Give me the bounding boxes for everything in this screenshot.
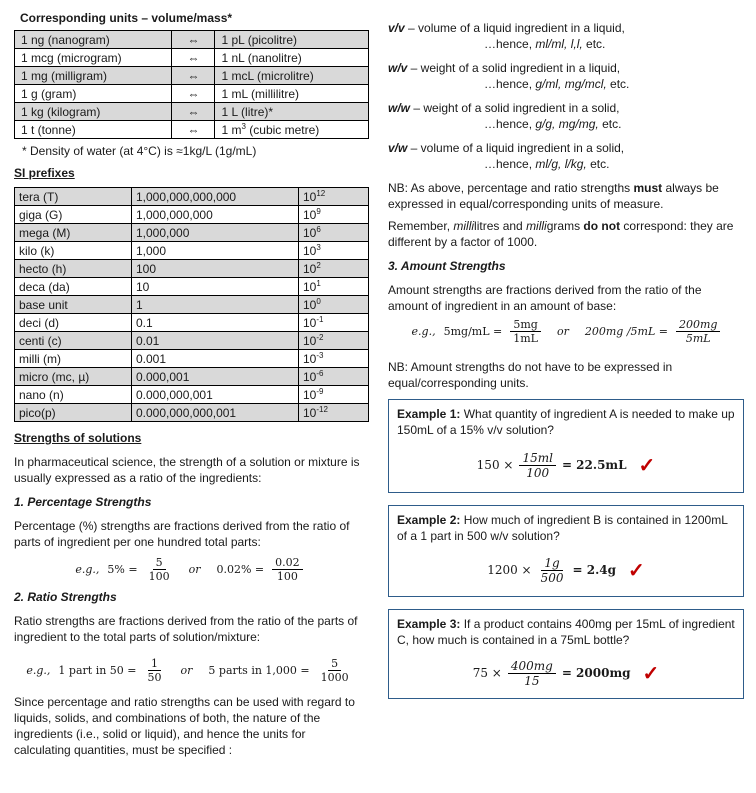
table-row bbox=[15, 224, 369, 242]
si-value-cell: 0.001 bbox=[132, 350, 299, 368]
table-row bbox=[15, 278, 369, 296]
si-power-cell: $10^{-2}$ bbox=[299, 332, 369, 350]
si-title: SI prefixes bbox=[14, 166, 75, 180]
units-table bbox=[14, 30, 369, 139]
si-prefix-cell: pico(p) bbox=[15, 404, 132, 422]
table-row bbox=[15, 386, 369, 404]
si-prefix-cell: nano (n) bbox=[15, 386, 132, 404]
si-prefix-cell: tera (T) bbox=[15, 188, 132, 206]
amount-formula: e.g., 5mg/mL = $\frac{5mg}{1mL}$ or 200mg /5mL = $\frac{200mg}{5mL}$ bbox=[388, 318, 744, 345]
units-title: Corresponding units – volume/mass* bbox=[20, 11, 233, 25]
si-value-cell: 0.000,001 bbox=[132, 368, 299, 386]
cell: 1 L (litre)* bbox=[215, 103, 369, 121]
cell: ⇔ bbox=[172, 85, 215, 103]
si-prefix-cell: deci (d) bbox=[15, 314, 132, 332]
si-power-cell: $10^0$ bbox=[299, 296, 369, 314]
si-prefix-cell: kilo (k) bbox=[15, 242, 132, 260]
si-prefix-cell: centi (c) bbox=[15, 332, 132, 350]
table-row bbox=[15, 103, 369, 121]
si-power-cell: $10^{-12}$ bbox=[299, 404, 369, 422]
si-value-cell: 0.000,000,001 bbox=[132, 386, 299, 404]
table-row bbox=[15, 188, 369, 206]
table-row bbox=[15, 350, 369, 368]
definition-wv: w/v – weight of a solid ingredient in a liquid, …hence, g/ml, mg/mcl, etc. bbox=[388, 61, 630, 91]
cell: ⇔ bbox=[172, 121, 215, 139]
left-column bbox=[14, 10, 364, 758]
table-row bbox=[15, 67, 369, 85]
si-prefix-table bbox=[14, 187, 369, 422]
amount-title: 3. Amount Strengths bbox=[388, 259, 506, 273]
table-row bbox=[15, 49, 369, 67]
si-power-cell: $10^{-1}$ bbox=[299, 314, 369, 332]
si-value-cell: 1,000 bbox=[132, 242, 299, 260]
example-2: Example 2: How much of ingredient B is contained in 1200mL of a 1 part in 500 w/v solution? 1200 × $\frac{1g}{500}$ = 2.4g ✓ bbox=[388, 505, 744, 597]
si-power-cell: $10^3$ bbox=[299, 242, 369, 260]
si-value-cell: 100 bbox=[132, 260, 299, 278]
cell: 1 pL (picolitre) bbox=[215, 31, 369, 49]
example-3: Example 3: If a product contains 400mg per 15mL of ingredient C, how much is contained in a 75mL bottle? 75 × $\frac{400mg}{15}$ = 2000mg ✓ bbox=[388, 609, 744, 699]
cell: ⇔ bbox=[172, 103, 215, 121]
checkmark-icon: ✓ bbox=[628, 558, 645, 582]
amount-text: Amount strengths are fractions derived from the ratio of the amount of ingredient in an amount of base: bbox=[388, 283, 702, 313]
si-value-cell: 1,000,000,000 bbox=[132, 206, 299, 224]
ratio-text: Ratio strengths are fractions derived from the ratio of the parts of ingredient to the total parts of solution/mixture: bbox=[14, 614, 358, 644]
si-power-cell: $10^{12}$ bbox=[299, 188, 369, 206]
si-prefix-cell: milli (m) bbox=[15, 350, 132, 368]
table-row bbox=[15, 314, 369, 332]
cell: 1 mcL (microlitre) bbox=[215, 67, 369, 85]
si-power-cell: $10^6$ bbox=[299, 224, 369, 242]
si-value-cell: 10 bbox=[132, 278, 299, 296]
nb-units: NB: As above, percentage and ratio strengths must always be expressed in equal/corresponding units of measure. bbox=[388, 181, 719, 211]
cell: ⇔ bbox=[172, 67, 215, 85]
table-row bbox=[15, 332, 369, 350]
cell: 1 kg (kilogram) bbox=[15, 103, 172, 121]
table-row bbox=[15, 85, 369, 103]
si-power-cell: $10^{-3}$ bbox=[299, 350, 369, 368]
si-value-cell: 1,000,000 bbox=[132, 224, 299, 242]
cell: 1 mg (milligram) bbox=[15, 67, 172, 85]
si-power-cell: $10^{-6}$ bbox=[299, 368, 369, 386]
si-value-cell: 0.1 bbox=[132, 314, 299, 332]
nb-amount: NB: Amount strengths do not have to be expressed in equal/corresponding units. bbox=[388, 360, 673, 390]
table-row bbox=[15, 242, 369, 260]
cell: 1 $m^3$ (cubic metre) bbox=[215, 121, 369, 139]
si-value-cell: 0.01 bbox=[132, 332, 299, 350]
cell: 1 t (tonne) bbox=[15, 121, 172, 139]
example-3-equation: 75 × $\frac{400mg}{15}$ = 2000mg ✓ bbox=[472, 658, 660, 688]
table-row bbox=[15, 121, 369, 139]
definition-vv: v/v – volume of a liquid ingredient in a liquid, …hence, ml/ml, l,l, etc. bbox=[388, 21, 625, 51]
ratio-title: 2. Ratio Strengths bbox=[14, 590, 117, 604]
since-text: Since percentage and ratio strengths can be used with regard to liquids, solids, and combinations of both, the nature of the ingredients (i.e., solid or liquid), and hence the units for calculating quantities, must be specified : bbox=[14, 695, 355, 757]
pct-formula: e.g., 5% = $\frac{5}{100}$ or 0.02% = $\frac{0.02}{100}$ bbox=[14, 556, 364, 583]
cell: ⇔ bbox=[172, 31, 215, 49]
example-2-equation: 1200 × $\frac{1g}{500}$ = 2.4g ✓ bbox=[487, 555, 645, 585]
table-row bbox=[15, 260, 369, 278]
table-row bbox=[15, 296, 369, 314]
checkmark-icon: ✓ bbox=[638, 453, 656, 477]
cell: 1 nL (nanolitre) bbox=[215, 49, 369, 67]
si-value-cell: 1 bbox=[132, 296, 299, 314]
table-row bbox=[15, 368, 369, 386]
si-power-cell: $10^2$ bbox=[299, 260, 369, 278]
si-power-cell: $10^1$ bbox=[299, 278, 369, 296]
cell: ⇔ bbox=[172, 49, 215, 67]
si-power-cell: $10^{-9}$ bbox=[299, 386, 369, 404]
density-note: * Density of water (at 4°C) is ≈1kg/L (1g/mL) bbox=[22, 144, 257, 158]
strengths-intro: In pharmaceutical science, the strength of a solution or mixture is usually expressed as a ratio of the ingredients: bbox=[14, 455, 360, 485]
si-value-cell: 1,000,000,000,000 bbox=[132, 188, 299, 206]
si-prefix-cell: base unit bbox=[15, 296, 132, 314]
pct-text: Percentage (%) strengths are fractions derived from the ratio of parts of ingredient per one hundred total parts: bbox=[14, 519, 350, 549]
table-row bbox=[15, 206, 369, 224]
example-1: Example 1: What quantity of ingredient A is needed to make up 150mL of a 15% v/v solution? 150 × $\frac{15ml}{100}$ = 22.5mL ✓ bbox=[388, 399, 744, 493]
ratio-formula: e.g., 1 part in 50 = $\frac{1}{50}$ or 5 parts in 1,000 = $\frac{5}{1000}$ bbox=[26, 657, 349, 684]
si-prefix-cell: deca (da) bbox=[15, 278, 132, 296]
si-value-cell: 0.000,000,000,001 bbox=[132, 404, 299, 422]
right-column bbox=[388, 20, 744, 699]
definition-ww: w/w – weight of a solid ingredient in a solid, …hence, g/g, mg/mg, etc. bbox=[388, 101, 622, 131]
table-row bbox=[15, 404, 369, 422]
si-power-cell: $10^9$ bbox=[299, 206, 369, 224]
si-prefix-cell: giga (G) bbox=[15, 206, 132, 224]
pct-title: 1. Percentage Strengths bbox=[14, 495, 152, 509]
checkmark-icon: ✓ bbox=[642, 661, 660, 685]
si-prefix-cell: mega (M) bbox=[15, 224, 132, 242]
cell: 1 mL (millilitre) bbox=[215, 85, 369, 103]
si-prefix-cell: micro (mc, µ) bbox=[15, 368, 132, 386]
remember-note: Remember, millilitres and milligrams do not correspond: they are different by a factor of 1000. bbox=[388, 219, 734, 249]
cell: 1 ng (nanogram) bbox=[15, 31, 172, 49]
example-1-equation: 150 × $\frac{15ml}{100}$ = 22.5mL ✓ bbox=[476, 450, 656, 480]
cell: 1 g (gram) bbox=[15, 85, 172, 103]
table-row bbox=[15, 31, 369, 49]
cell: 1 mcg (microgram) bbox=[15, 49, 172, 67]
definition-vw: v/w – volume of a liquid ingredient in a solid, …hence, ml/g, l/kg, etc. bbox=[388, 141, 625, 171]
si-prefix-cell: hecto (h) bbox=[15, 260, 132, 278]
strengths-title: Strengths of solutions bbox=[14, 431, 142, 445]
